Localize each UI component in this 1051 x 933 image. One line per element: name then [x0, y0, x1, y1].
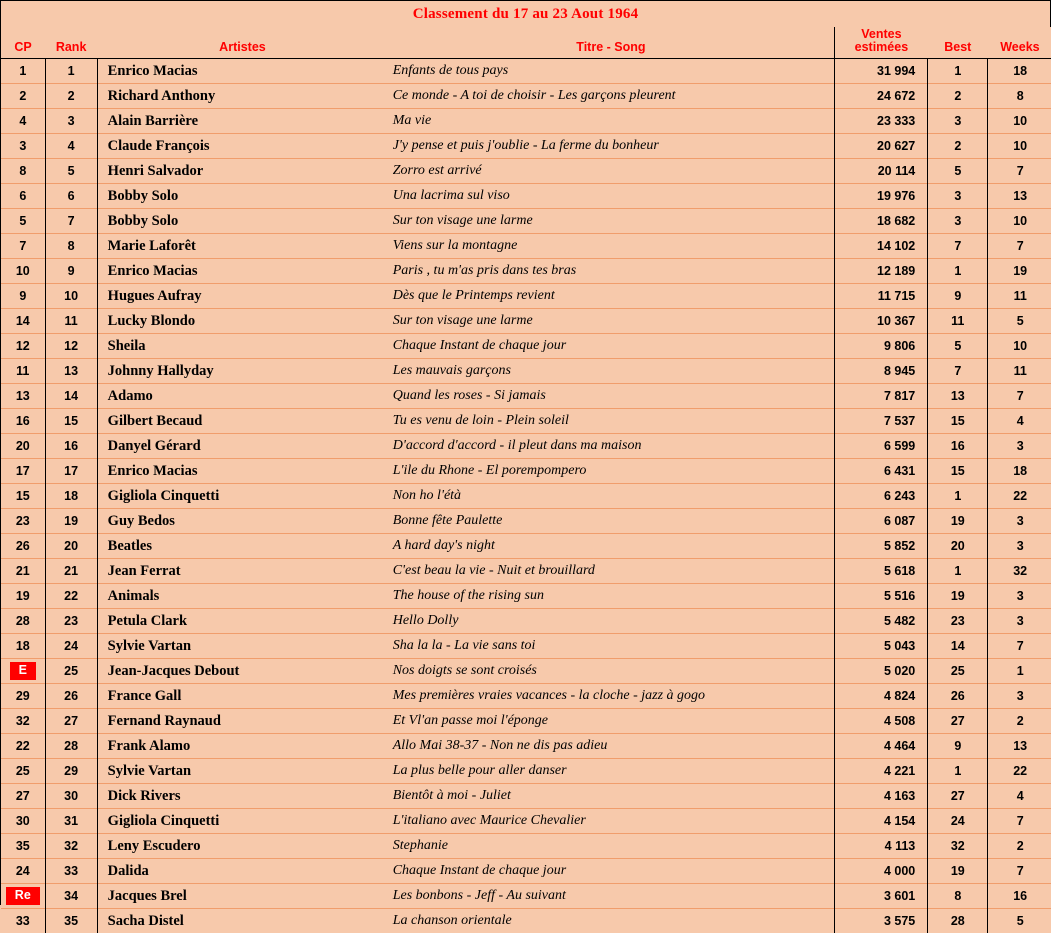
cell-rank: 7: [45, 209, 97, 234]
cell-cp: 33: [1, 909, 45, 933]
cell-rank: 12: [45, 334, 97, 359]
cell-sales: 7 817: [835, 384, 928, 409]
cell-cp: 17: [1, 459, 45, 484]
cell-song: Tu es venu de loin - Plein soleil: [388, 409, 835, 434]
cell-cp: 9: [1, 284, 45, 309]
table-row: [1, 434, 1051, 459]
cell-weeks: 13: [988, 184, 1051, 209]
cell-artist: Adamo: [97, 384, 388, 409]
cell-rank: 22: [45, 584, 97, 609]
cell-weeks: 19: [988, 259, 1051, 284]
cell-best: 9: [928, 284, 988, 309]
cell-rank: 1: [45, 59, 97, 84]
table-row: [1, 409, 1051, 434]
cell-rank: 13: [45, 359, 97, 384]
cell-weeks: 7: [988, 809, 1051, 834]
cell-weeks: 5: [988, 909, 1051, 933]
cell-best: 27: [928, 709, 988, 734]
cell-artist: Petula Clark: [97, 609, 388, 634]
cell-weeks: 22: [988, 759, 1051, 784]
cell-cp: 2: [1, 84, 45, 109]
cell-song: C'est beau la vie - Nuit et brouillard: [388, 559, 835, 584]
cell-cp: 1: [1, 59, 45, 84]
cell-sales: 11 715: [835, 284, 928, 309]
cell-sales: 3 601: [835, 884, 928, 909]
table-row: [1, 809, 1051, 834]
cell-song: Nos doigts se sont croisés: [388, 659, 835, 684]
cell-weeks: 7: [988, 234, 1051, 259]
cell-rank: 10: [45, 284, 97, 309]
cell-sales: 19 976: [835, 184, 928, 209]
cell-sales: 5 482: [835, 609, 928, 634]
cell-rank: 2: [45, 84, 97, 109]
table-row: [1, 884, 1051, 909]
cell-cp: 24: [1, 859, 45, 884]
table-row: [1, 684, 1051, 709]
status-badge: E: [10, 662, 36, 680]
column-header-rank: Rank: [45, 27, 97, 59]
cell-weeks: 2: [988, 834, 1051, 859]
cell-artist: Enrico Macias: [97, 259, 388, 284]
cell-best: 1: [928, 259, 988, 284]
cell-artist: Henri Salvador: [97, 159, 388, 184]
cell-artist: Richard Anthony: [97, 84, 388, 109]
cell-cp: 19: [1, 584, 45, 609]
cell-weeks: 3: [988, 509, 1051, 534]
cell-best: 11: [928, 309, 988, 334]
cell-sales: 4 464: [835, 734, 928, 759]
cell-artist: Frank Alamo: [97, 734, 388, 759]
table-row: [1, 509, 1051, 534]
cell-best: 9: [928, 734, 988, 759]
column-header-sales: [835, 27, 928, 59]
cell-artist: Enrico Macias: [97, 459, 388, 484]
cell-weeks: 13: [988, 734, 1051, 759]
cell-weeks: 4: [988, 409, 1051, 434]
table-row: [1, 134, 1051, 159]
cell-song: Ma vie: [388, 109, 835, 134]
table-row: [1, 59, 1051, 84]
cell-best: 19: [928, 509, 988, 534]
cell-artist: Leny Escudero: [97, 834, 388, 859]
cell-best: 28: [928, 909, 988, 933]
column-header-best: Best: [928, 27, 988, 59]
cell-artist: France Gall: [97, 684, 388, 709]
cell-artist: Dalida: [97, 859, 388, 884]
cell-song: Les mauvais garçons: [388, 359, 835, 384]
cell-song: Una lacrima sul viso: [388, 184, 835, 209]
cell-rank: 25: [45, 659, 97, 684]
cell-song: J'y pense et puis j'oublie - La ferme du bonheur: [388, 134, 835, 159]
cell-sales: 20 114: [835, 159, 928, 184]
cell-sales: 4 113: [835, 834, 928, 859]
cell-best: 24: [928, 809, 988, 834]
cell-cp: 6: [1, 184, 45, 209]
cell-song: Enfants de tous pays: [388, 59, 835, 84]
cell-artist: Sylvie Vartan: [97, 759, 388, 784]
table-row: [1, 234, 1051, 259]
cell-weeks: 22: [988, 484, 1051, 509]
cell-artist: Guy Bedos: [97, 509, 388, 534]
cell-weeks: 18: [988, 459, 1051, 484]
cell-best: 2: [928, 84, 988, 109]
cell-rank: 24: [45, 634, 97, 659]
cell-cp: 15: [1, 484, 45, 509]
cell-rank: 5: [45, 159, 97, 184]
table-row: [1, 559, 1051, 584]
cell-best: 20: [928, 534, 988, 559]
cell-sales: 6 243: [835, 484, 928, 509]
cell-song: Stephanie: [388, 834, 835, 859]
table-row: [1, 659, 1051, 684]
cell-song: Et Vl'an passe moi l'éponge: [388, 709, 835, 734]
cell-weeks: 7: [988, 159, 1051, 184]
cell-sales: 6 599: [835, 434, 928, 459]
cell-rank: 31: [45, 809, 97, 834]
table-row: [1, 484, 1051, 509]
cell-weeks: 10: [988, 134, 1051, 159]
table-row: [1, 84, 1051, 109]
table-row: [1, 859, 1051, 884]
cell-sales: 5 618: [835, 559, 928, 584]
cell-best: 2: [928, 134, 988, 159]
cell-song: Mes premières vraies vacances - la cloche - jazz à gogo: [388, 684, 835, 709]
cell-best: 23: [928, 609, 988, 634]
cell-song: Zorro est arrivé: [388, 159, 835, 184]
cell-cp: 25: [1, 759, 45, 784]
cell-cp: 32: [1, 709, 45, 734]
status-badge: Re: [6, 887, 40, 905]
cell-artist: Sheila: [97, 334, 388, 359]
cell-artist: Lucky Blondo: [97, 309, 388, 334]
cell-rank: 4: [45, 134, 97, 159]
cell-cp: 22: [1, 734, 45, 759]
cell-rank: 32: [45, 834, 97, 859]
column-header-sales-line1: Ventes: [861, 27, 902, 41]
cell-cp: 35: [1, 834, 45, 859]
table-row: [1, 109, 1051, 134]
cell-song: The house of the rising sun: [388, 584, 835, 609]
cell-best: 1: [928, 759, 988, 784]
cell-song: Allo Mai 38-37 - Non ne dis pas adieu: [388, 734, 835, 759]
cell-sales: 12 189: [835, 259, 928, 284]
cell-sales: 14 102: [835, 234, 928, 259]
cell-song: Sur ton visage une larme: [388, 309, 835, 334]
cell-sales: 5 516: [835, 584, 928, 609]
table-header: [1, 27, 1051, 59]
cell-artist: Jean Ferrat: [97, 559, 388, 584]
cell-song: Chaque Instant de chaque jour: [388, 334, 835, 359]
cell-sales: 8 945: [835, 359, 928, 384]
cell-sales: 20 627: [835, 134, 928, 159]
cell-artist: Alain Barrière: [97, 109, 388, 134]
cell-weeks: 7: [988, 859, 1051, 884]
cell-best: 25: [928, 659, 988, 684]
table-row: [1, 334, 1051, 359]
cell-best: 7: [928, 359, 988, 384]
cell-rank: 8: [45, 234, 97, 259]
cell-weeks: 32: [988, 559, 1051, 584]
cell-rank: 20: [45, 534, 97, 559]
table-row: [1, 534, 1051, 559]
cell-cp: 10: [1, 259, 45, 284]
cell-weeks: 10: [988, 334, 1051, 359]
cell-weeks: 4: [988, 784, 1051, 809]
cell-sales: 4 221: [835, 759, 928, 784]
table-row: [1, 584, 1051, 609]
cell-song: Bientôt à moi - Juliet: [388, 784, 835, 809]
table-row: [1, 734, 1051, 759]
cell-artist: Hugues Aufray: [97, 284, 388, 309]
cell-cp: 23: [1, 509, 45, 534]
cell-rank: 16: [45, 434, 97, 459]
cell-sales: 6 087: [835, 509, 928, 534]
cell-rank: 14: [45, 384, 97, 409]
cell-sales: 4 508: [835, 709, 928, 734]
cell-artist: Beatles: [97, 534, 388, 559]
cell-rank: 34: [45, 884, 97, 909]
table-row: [1, 309, 1051, 334]
cell-sales: 4 000: [835, 859, 928, 884]
cell-cp: 11: [1, 359, 45, 384]
cell-weeks: 3: [988, 584, 1051, 609]
cell-best: 19: [928, 859, 988, 884]
cell-artist: Claude François: [97, 134, 388, 159]
table-row: [1, 759, 1051, 784]
column-header-sales-line2: estimées: [854, 40, 909, 55]
cell-song: Bonne fête Paulette: [388, 509, 835, 534]
cell-cp: 12: [1, 334, 45, 359]
cell-song: Sur ton visage une larme: [388, 209, 835, 234]
cell-weeks: 3: [988, 684, 1051, 709]
cell-cp: [1, 884, 45, 909]
cell-sales: 18 682: [835, 209, 928, 234]
cell-cp: 4: [1, 109, 45, 134]
cell-best: 3: [928, 184, 988, 209]
cell-sales: 23 333: [835, 109, 928, 134]
cell-song: L'ile du Rhone - El porempompero: [388, 459, 835, 484]
table-row: [1, 909, 1051, 933]
cell-artist: Jean-Jacques Debout: [97, 659, 388, 684]
table-row: [1, 634, 1051, 659]
cell-artist: Gilbert Becaud: [97, 409, 388, 434]
table-header-row: [1, 27, 1051, 59]
cell-best: 3: [928, 209, 988, 234]
cell-rank: 35: [45, 909, 97, 933]
cell-cp: 27: [1, 784, 45, 809]
cell-song: Dès que le Printemps revient: [388, 284, 835, 309]
cell-sales: 24 672: [835, 84, 928, 109]
cell-song: Quand les roses - Si jamais: [388, 384, 835, 409]
cell-rank: 6: [45, 184, 97, 209]
cell-best: 19: [928, 584, 988, 609]
cell-rank: 19: [45, 509, 97, 534]
cell-artist: Jacques Brel: [97, 884, 388, 909]
cell-rank: 21: [45, 559, 97, 584]
cell-best: 15: [928, 459, 988, 484]
cell-best: 27: [928, 784, 988, 809]
cell-best: 8: [928, 884, 988, 909]
cell-weeks: 2: [988, 709, 1051, 734]
cell-best: 3: [928, 109, 988, 134]
cell-sales: 4 824: [835, 684, 928, 709]
table-row: [1, 184, 1051, 209]
cell-cp: 29: [1, 684, 45, 709]
cell-artist: Fernand Raynaud: [97, 709, 388, 734]
cell-song: Hello Dolly: [388, 609, 835, 634]
cell-weeks: 7: [988, 634, 1051, 659]
cell-sales: 7 537: [835, 409, 928, 434]
cell-best: 1: [928, 59, 988, 84]
cell-weeks: 1: [988, 659, 1051, 684]
cell-best: 26: [928, 684, 988, 709]
table-body: [1, 59, 1051, 933]
cell-best: 32: [928, 834, 988, 859]
cell-weeks: 3: [988, 534, 1051, 559]
cell-weeks: 16: [988, 884, 1051, 909]
cell-artist: Marie Laforêt: [97, 234, 388, 259]
cell-cp: 20: [1, 434, 45, 459]
cell-weeks: 11: [988, 359, 1051, 384]
cell-best: 7: [928, 234, 988, 259]
cell-sales: 3 575: [835, 909, 928, 933]
table-row: [1, 284, 1051, 309]
table-row: [1, 709, 1051, 734]
cell-rank: 28: [45, 734, 97, 759]
cell-cp: 28: [1, 609, 45, 634]
cell-rank: 30: [45, 784, 97, 809]
cell-sales: 10 367: [835, 309, 928, 334]
cell-artist: Bobby Solo: [97, 184, 388, 209]
cell-artist: Johnny Hallyday: [97, 359, 388, 384]
cell-sales: 4 163: [835, 784, 928, 809]
cell-weeks: 3: [988, 609, 1051, 634]
cell-artist: Enrico Macias: [97, 59, 388, 84]
cell-weeks: 18: [988, 59, 1051, 84]
cell-best: 13: [928, 384, 988, 409]
cell-rank: 11: [45, 309, 97, 334]
cell-rank: 15: [45, 409, 97, 434]
cell-artist: Gigliola Cinquetti: [97, 484, 388, 509]
cell-song: Les bonbons - Jeff - Au suivant: [388, 884, 835, 909]
cell-rank: 17: [45, 459, 97, 484]
cell-cp: 8: [1, 159, 45, 184]
cell-rank: 29: [45, 759, 97, 784]
cell-rank: 23: [45, 609, 97, 634]
cell-cp: 5: [1, 209, 45, 234]
cell-artist: Danyel Gérard: [97, 434, 388, 459]
ranking-table: [1, 27, 1051, 933]
cell-rank: 9: [45, 259, 97, 284]
cell-artist: Dick Rivers: [97, 784, 388, 809]
cell-rank: 3: [45, 109, 97, 134]
cell-song: Chaque Instant de chaque jour: [388, 859, 835, 884]
cell-sales: 9 806: [835, 334, 928, 359]
cell-weeks: 10: [988, 209, 1051, 234]
cell-sales: 4 154: [835, 809, 928, 834]
cell-artist: Gigliola Cinquetti: [97, 809, 388, 834]
table-row: [1, 384, 1051, 409]
cell-artist: Sacha Distel: [97, 909, 388, 933]
cell-sales: 5 020: [835, 659, 928, 684]
table-row: [1, 834, 1051, 859]
cell-weeks: 8: [988, 84, 1051, 109]
cell-cp: 21: [1, 559, 45, 584]
cell-artist: Bobby Solo: [97, 209, 388, 234]
cell-weeks: 11: [988, 284, 1051, 309]
cell-song: Viens sur la montagne: [388, 234, 835, 259]
cell-song: La chanson orientale: [388, 909, 835, 933]
column-header-artist: Artistes: [97, 27, 388, 59]
cell-cp: 18: [1, 634, 45, 659]
cell-artist: Sylvie Vartan: [97, 634, 388, 659]
cell-song: Ce monde - A toi de choisir - Les garçons pleurent: [388, 84, 835, 109]
cell-sales: 5 852: [835, 534, 928, 559]
cell-cp: 3: [1, 134, 45, 159]
cell-cp: 30: [1, 809, 45, 834]
table-row: [1, 784, 1051, 809]
cell-cp: 14: [1, 309, 45, 334]
cell-weeks: 3: [988, 434, 1051, 459]
cell-song: A hard day's night: [388, 534, 835, 559]
page-title: Classement du 17 au 23 Aout 1964: [412, 6, 639, 22]
column-header-weeks: Weeks: [988, 27, 1051, 59]
cell-best: 5: [928, 334, 988, 359]
table-row: [1, 209, 1051, 234]
cell-best: 14: [928, 634, 988, 659]
cell-sales: 5 043: [835, 634, 928, 659]
cell-weeks: 10: [988, 109, 1051, 134]
table-row: [1, 159, 1051, 184]
table-row: [1, 609, 1051, 634]
cell-cp: 16: [1, 409, 45, 434]
cell-weeks: 7: [988, 384, 1051, 409]
cell-weeks: 5: [988, 309, 1051, 334]
cell-best: 5: [928, 159, 988, 184]
cell-cp: 13: [1, 384, 45, 409]
cell-best: 15: [928, 409, 988, 434]
table-row: [1, 259, 1051, 284]
table-row: [1, 459, 1051, 484]
cell-cp: 7: [1, 234, 45, 259]
cell-cp: 26: [1, 534, 45, 559]
table-row: [1, 359, 1051, 384]
cell-song: L'italiano avec Maurice Chevalier: [388, 809, 835, 834]
column-header-song: Titre - Song: [388, 27, 835, 59]
cell-best: 16: [928, 434, 988, 459]
cell-song: D'accord d'accord - il pleut dans ma maison: [388, 434, 835, 459]
cell-rank: 26: [45, 684, 97, 709]
cell-song: Paris , tu m'as pris dans tes bras: [388, 259, 835, 284]
cell-best: 1: [928, 559, 988, 584]
cell-song: Non ho l'étà: [388, 484, 835, 509]
column-header-cp: CP: [1, 27, 45, 59]
cell-song: Sha la la - La vie sans toi: [388, 634, 835, 659]
cell-rank: 27: [45, 709, 97, 734]
cell-sales: 6 431: [835, 459, 928, 484]
cell-best: 1: [928, 484, 988, 509]
cell-cp: [1, 659, 45, 684]
cell-rank: 33: [45, 859, 97, 884]
cell-artist: Animals: [97, 584, 388, 609]
cell-sales: 31 994: [835, 59, 928, 84]
cell-rank: 18: [45, 484, 97, 509]
cell-song: La plus belle pour aller danser: [388, 759, 835, 784]
